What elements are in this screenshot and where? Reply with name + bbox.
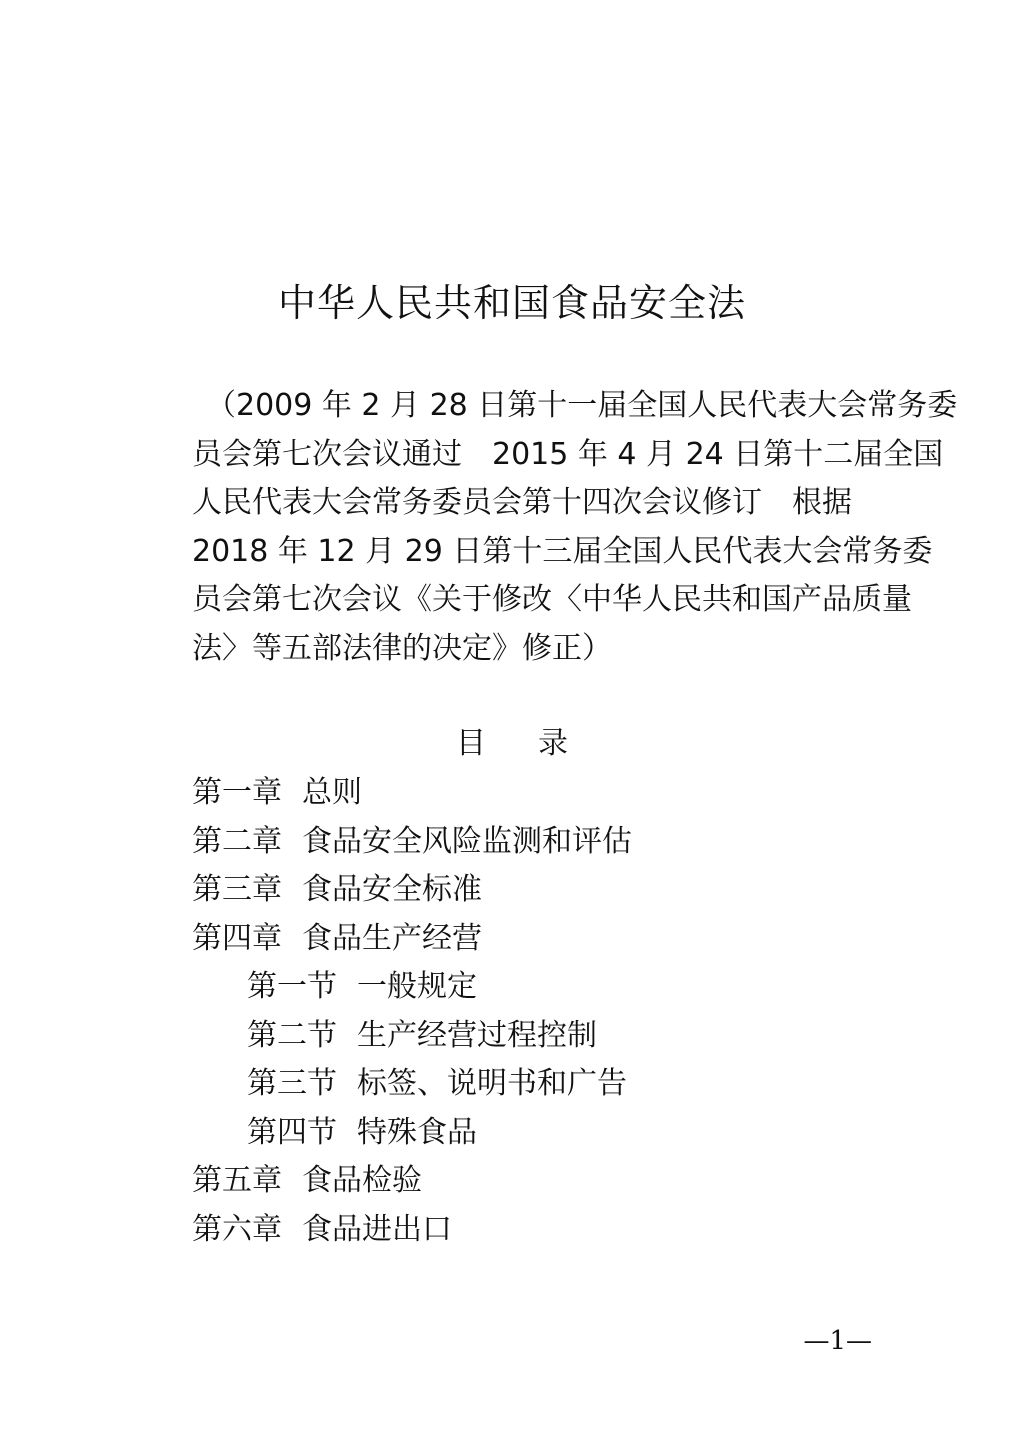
- toc-number: 第一节: [247, 969, 337, 1004]
- preamble-line: 人民代表大会常务委员会第十四次会议修订 根据: [192, 485, 852, 520]
- toc-title: 食品生产经营: [302, 920, 482, 956]
- toc-title: 食品安全标准: [302, 872, 482, 907]
- toc-number: 第三节: [247, 1066, 337, 1101]
- toc-chapter: [192, 769, 852, 818]
- toc-number: 第四节: [247, 1114, 337, 1150]
- toc-number: 第四章: [192, 920, 282, 956]
- preamble-line: 员会第七次会议通过 2015 年 4 月 24 日第十二届全国: [192, 436, 944, 472]
- toc-chapter: [192, 1157, 852, 1206]
- toc-title: 特殊食品: [357, 1114, 477, 1150]
- page-number: —1—: [803, 1326, 872, 1356]
- toc-heading-char: 录: [538, 726, 568, 761]
- document-title: 中华人民共和国食品安全法: [277, 281, 746, 325]
- preamble: [192, 382, 958, 673]
- preamble-line: （2009 年 2 月 28 日第十一届全国人民代表大会常务委: [206, 388, 958, 423]
- toc-section: [192, 963, 852, 1012]
- toc-chapter: [192, 915, 852, 964]
- table-of-contents: [192, 769, 852, 1254]
- toc-section: [192, 1109, 852, 1158]
- toc-number: 第一章: [192, 775, 282, 810]
- toc-title: 食品进出口: [302, 1211, 452, 1247]
- preamble-line: 2018 年 12 月 29 日第十三届全国人民代表大会常务委: [192, 533, 933, 569]
- toc-number: 第二章: [192, 823, 282, 859]
- toc-heading-char: 目: [456, 726, 486, 761]
- toc-title: 一般规定: [357, 969, 477, 1004]
- toc-number: 第二节: [247, 1017, 337, 1053]
- toc-number: 第三章: [192, 872, 282, 907]
- toc-number: 第五章: [192, 1163, 282, 1198]
- toc-section: [192, 1060, 852, 1109]
- toc-chapter: [192, 1206, 852, 1255]
- toc-title: 食品检验: [302, 1163, 422, 1198]
- toc-chapter: [192, 866, 852, 915]
- preamble-line: 法〉等五部法律的决定》修正）: [192, 630, 612, 666]
- toc-section: [192, 1012, 852, 1061]
- toc-title: 标签、说明书和广告: [357, 1066, 627, 1101]
- toc-number: 第六章: [192, 1211, 282, 1247]
- toc-title: 食品安全风险监测和评估: [302, 823, 632, 859]
- toc-heading: [0, 722, 1024, 766]
- toc-title: 总则: [302, 775, 362, 810]
- toc-title: 生产经营过程控制: [357, 1017, 597, 1053]
- toc-chapter: [192, 818, 852, 867]
- preamble-line: 员会第七次会议《关于修改〈中华人民共和国产品质量: [192, 582, 912, 617]
